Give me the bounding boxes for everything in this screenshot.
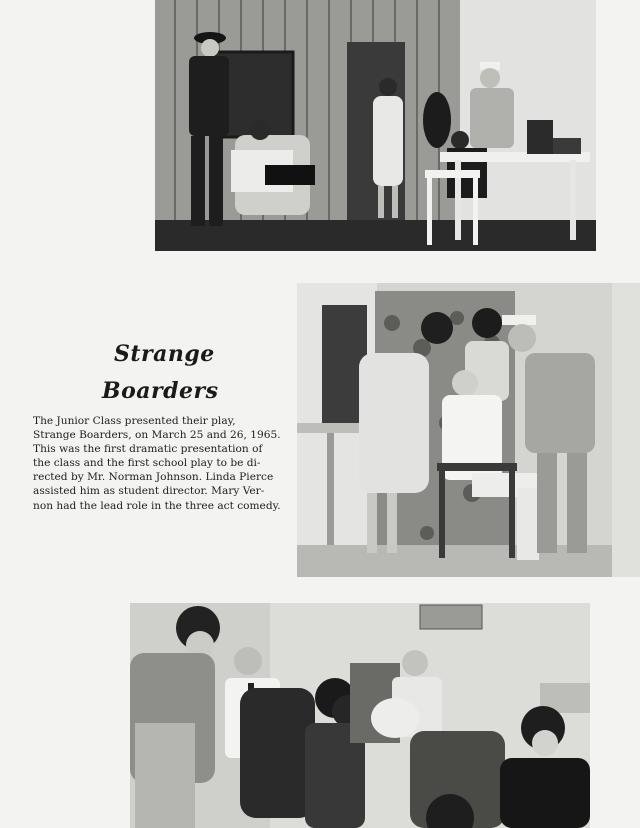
caption-line: rected by Mr. Norman Johnson. Linda Pierce xyxy=(33,471,274,484)
caption-line: non had the lead role in the three act comedy. xyxy=(33,499,281,512)
caption-line: The Junior Class presented their play, xyxy=(33,415,236,427)
photo-backstage-makeup-image xyxy=(130,603,590,828)
caption-line: Strange Boarders, on March 25 and 26, 1965. xyxy=(33,429,281,442)
caption-line: This was the first dramatic presentation of xyxy=(33,443,263,456)
caption-line: assisted him as student director. Mary Ver- xyxy=(33,485,265,498)
title-line-2: Boarders xyxy=(102,378,219,404)
photo-backstage-makeup xyxy=(130,603,590,828)
caption xyxy=(33,414,281,513)
title-line-1: Strange xyxy=(114,341,215,367)
photo-stage-scene-top xyxy=(155,0,596,251)
photo-stage-scene-top-image xyxy=(155,0,596,251)
caption-line: the class and the first school play to be di- xyxy=(33,457,261,470)
photo-stage-scene-middle-image xyxy=(297,283,640,577)
photo-stage-scene-middle xyxy=(297,283,640,577)
